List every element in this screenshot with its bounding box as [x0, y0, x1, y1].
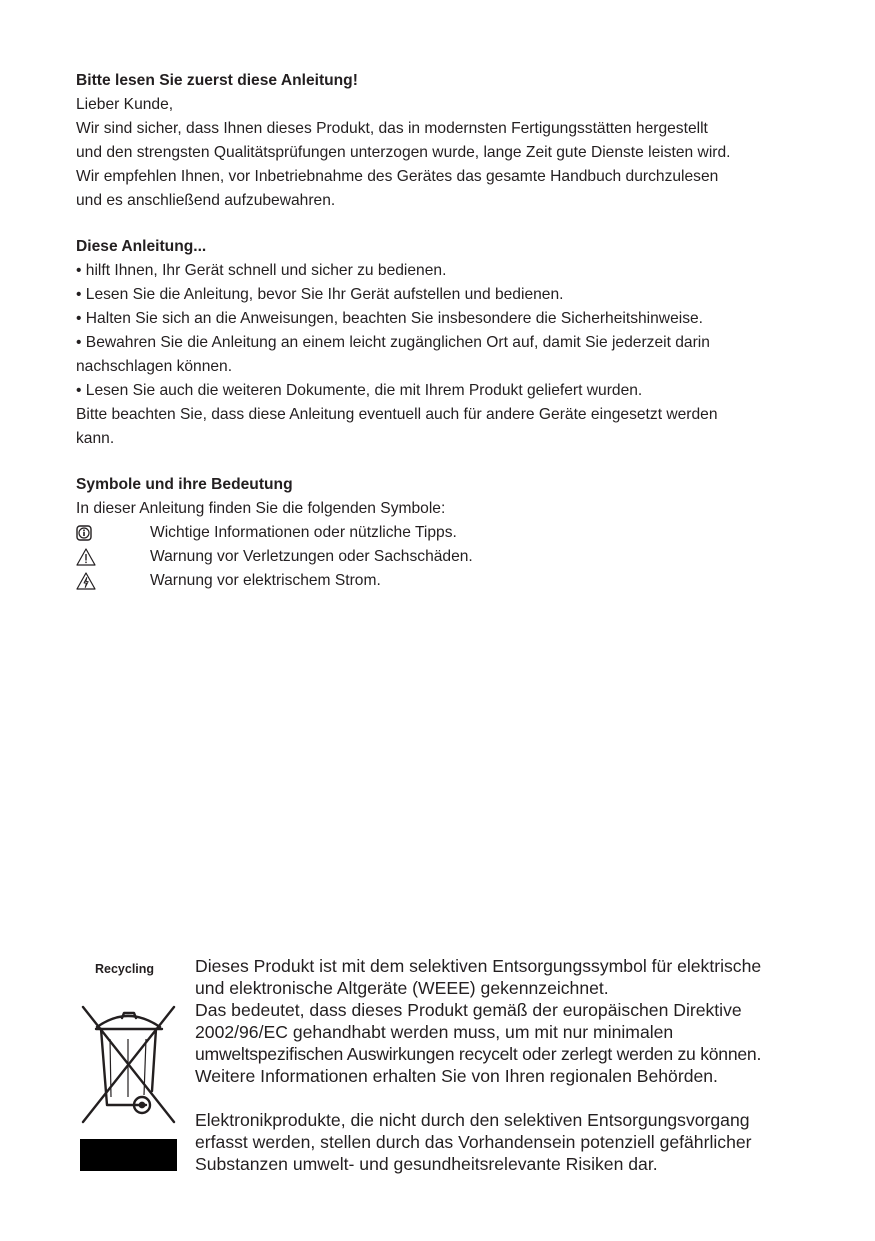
recycling-para1-line2: und elektronische Altgeräte (WEEE) gekennzeichnet.: [195, 978, 609, 998]
symbol-info-text: Wichtige Informationen oder nützliche Tipps.: [150, 524, 457, 541]
guide-bullet-5: • Lesen Sie auch die weiteren Dokumente, die mit Ihrem Produkt geliefert wurden.: [76, 382, 643, 399]
intro-para1-line2: und den strengsten Qualitätsprüfungen unterzogen wurde, lange Zeit gute Dienste leisten wird.: [76, 144, 731, 161]
weee-black-bar: [80, 1139, 177, 1171]
guide-bullet-4-line2: nachschlagen können.: [76, 358, 233, 375]
guide-heading: Diese Anleitung...: [76, 238, 207, 255]
electric-warning-icon: [76, 571, 150, 591]
guide-note-line1: Bitte beachten Sie, dass diese Anleitung eventuell auch für andere Geräte eingesetzt werden: [76, 406, 718, 423]
intro-para2-line2: und es anschließend aufzubewahren.: [76, 192, 336, 209]
guide-bullet-3: • Halten Sie sich an die Anweisungen, beachten Sie insbesondere die Sicherheitshinweise.: [76, 310, 704, 327]
intro-section: [76, 69, 806, 213]
guide-bullet-2: • Lesen Sie die Anleitung, bevor Sie Ihr Gerät aufstellen und bedienen.: [76, 286, 564, 303]
greeting: Lieber Kunde,: [76, 96, 174, 113]
recycling-para2-line2: 2002/96/EC gehandhabt werden muss, um mit nur minimalen: [195, 1022, 674, 1042]
guide-bullet-1: • hilft Ihnen, Ihr Gerät schnell und sicher zu bedienen.: [76, 262, 447, 279]
symbols-heading: Symbole und ihre Bedeutung: [76, 476, 293, 493]
symbol-row-info: [76, 521, 806, 545]
intro-para2-line1: Wir empfehlen Ihnen, vor Inbetriebnahme des Gerätes das gesamte Handbuch durchzulesen: [76, 168, 719, 185]
recycling-para2-line4: Weitere Informationen erhalten Sie von Ihren regionalen Behörden.: [195, 1066, 718, 1086]
recycling-spacer: [195, 1087, 815, 1109]
warning-icon: [76, 547, 150, 567]
guide-bullet-4-line1: • Bewahren Sie die Anleitung an einem leicht zugänglichen Ort auf, damit Sie jederzeit darin: [76, 334, 710, 351]
recycling-para2-line3: umweltspezifischen Auswirkungen recycelt oder zerlegt werden zu können.: [195, 1044, 762, 1064]
intro-para1-line1: Wir sind sicher, dass Ihnen dieses Produkt, das in modernsten Fertigungsstätten hergestellt: [76, 120, 708, 137]
recycling-text: [195, 955, 815, 1175]
info-icon: [76, 523, 150, 543]
symbol-electric-text: Warnung vor elektrischem Strom.: [150, 572, 381, 589]
recycling-para2-line1: Das bedeutet, dass dieses Produkt gemäß der europäischen Direktive: [195, 1000, 742, 1020]
symbols-intro: In dieser Anleitung finden Sie die folgenden Symbole:: [76, 500, 446, 517]
symbols-section: [76, 473, 806, 593]
symbol-row-electric: [76, 569, 806, 593]
guide-section: [76, 235, 806, 451]
recycling-label: Recycling: [95, 962, 155, 976]
recycling-para3-line3: Substanzen umwelt- und gesundheitsrelevante Risiken dar.: [195, 1154, 658, 1174]
symbol-row-warning: [76, 545, 806, 569]
recycling-para1-line1: Dieses Produkt ist mit dem selektiven Entsorgungssymbol für elektrische: [195, 956, 762, 976]
recycling-para3-line2: erfasst werden, stellen durch das Vorhandensein potenziell gefährlicher: [195, 1132, 752, 1152]
recycling-para3-line1: Elektronikprodukte, die nicht durch den selektiven Entsorgungsvorgang: [195, 1110, 750, 1130]
guide-note-line2: kann.: [76, 430, 115, 447]
crossed-bin-icon: [80, 999, 177, 1132]
intro-heading: Bitte lesen Sie zuerst diese Anleitung!: [76, 72, 358, 89]
symbol-warning-text: Warnung vor Verletzungen oder Sachschäden.: [150, 548, 473, 565]
